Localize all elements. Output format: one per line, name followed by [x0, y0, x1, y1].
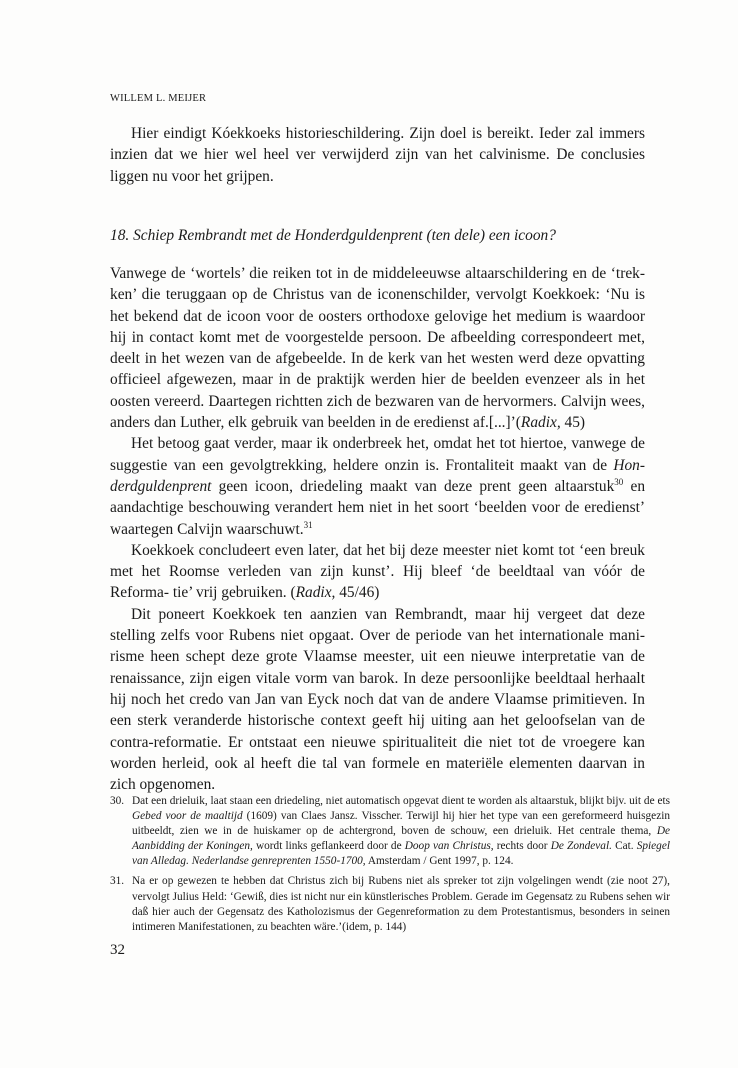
- paragraph-3-text-b: 45/46): [335, 584, 380, 602]
- footnote-30-title-5: Spiegel van Alledag. Nederlandse genreprenten 1550-1700,: [132, 840, 670, 868]
- paragraph-2-text-b: geen icoon, driedeling maakt van deze prent geen altaarstuk: [211, 477, 615, 495]
- footnote-30-number: 30.: [110, 795, 125, 807]
- footnote-30-text-2: (1609) van Claes Jansz. Visscher. Terwijl hij hier het type van een gereformeerd huisgezin uitbeeldt, zien we in de huiskamer op de achtergrond, boven de schouw, een drieluik. Het centrale thema,: [132, 810, 670, 838]
- paragraph-2-text-c: en aandachtige beschouwing verandert hem niet in het soort ‘beelden voor de eredienst’ waartegen Calvijn waarschuwt.: [110, 477, 646, 538]
- footnote-ref-30[interactable]: 30: [614, 476, 624, 487]
- paragraph-2: [110, 433, 645, 539]
- paragraph-1: [110, 263, 645, 433]
- running-head: WILLEM L. MEIJER: [110, 93, 207, 104]
- paragraph-2-text-a: Het betoog gaat verder, maar ik onderbreek het, omdat het tot hiertoe, vanwege de suggestie van een gevolgtrekking, heldere onzin is. Frontaliteit maakt van de: [110, 435, 645, 474]
- footnote-30-title-2: De Aanbidding der Koningen,: [132, 825, 670, 853]
- radix-citation-1: Radix,: [520, 414, 561, 432]
- page-number: 32: [110, 942, 125, 958]
- paragraph-3-text-a: Koekkoek concludeert even later, dat het bij deze meester niet komt tot ‘een breuk met het Roomse verleden van zijn kunst’. Hij bleef ‘de beeldtaal van vóór de Reforma- tie’ vrij gebruiken. (: [110, 541, 645, 602]
- footnote-30-text-5: Cat.: [611, 840, 637, 853]
- section-heading: 18. Schiep Rembrandt met de Honderdguldenprent (ten dele) een icoon?: [110, 227, 556, 244]
- footnote-30-title-1: Gebed voor de maaltijd: [132, 810, 243, 823]
- radix-citation-2: Radix,: [295, 584, 336, 602]
- footnote-30-title-3: Doop van Christus,: [404, 840, 494, 853]
- paragraph-1-end: 45): [560, 414, 586, 432]
- intro-paragraph: [110, 123, 645, 187]
- footnote-30-text-6: Amsterdam / Gent 1997, p. 124.: [365, 855, 514, 868]
- footnote-30-text-3: wordt links geflankeerd door de: [252, 840, 405, 853]
- footnote-30: [110, 794, 670, 869]
- footnote-30-text: Dat een drieluik, laat staan een driedeling, niet automatisch opgevat dient te worden als altaarstuk, blijkt bijv. uit de ets: [132, 795, 670, 807]
- honderdguldenprent-title: Hon- derdguldenprent: [110, 456, 645, 495]
- footnote-31-number: 31.: [110, 875, 125, 888]
- footnote-31-text: Na er op gewezen te hebben dat Christus zich bij Rubens niet als spreker tot zijn volgelingen wendt (zie noot 27), vervolgt Julius Held: ‘Gewiß, dies ist nicht nur ein künstlerisches Problem. Gerade im Gegensatz zu Rubens sehen wir daß hier auch der Gegensatz des Katholozismus der Gegenreformation zu dem Protestantismus, besonders in seinen intimeren Manifestationen, zu beachten wäre.’(idem, p. 144): [132, 875, 670, 933]
- footnote-ref-31[interactable]: 31: [303, 519, 313, 530]
- paragraph-4: Dit poneert Koekkoek ten aanzien van Rembrandt, maar hij vergeet dat deze stelling zelfs voor Rubens niet opgaat. Over de periode van het internationale mani- risme heen schept deze grote Vlaamse meester, uit een nieuwe interpretatie van de renaissance, zijn eigen vitale vorm van barok. In deze persoonlijke beeldtaal herhaalt hij noch het credo van Jan van Eyck noch dat van de andere Vlaamse primitieven. In een sterk veranderde historische context geeft hij uiting aan het geloofselan van de contra-reformatie. Er ontstaat een nieuwe spiritualiteit die niet tot de vroegere kan worden herleid, ook al heeft die tal van formele en materiële elementen daarvan in zich opgenomen.: [110, 605, 645, 794]
- paragraph-1-text: Vanwege de ‘wortels’ die reiken tot in de middeleeuwse altaarschildering en de ‘trek- ken’ die teruggaan op de Christus van de iconenschilder, vervolgt Koekkoek: ‘Nu is het bekend dat de icoon voor de oosters orthodoxe gelovige het medium is waardoor hij in contact komt met de voorgestelde persoon. De afbeelding correspondeert met, deelt in het wezen van de afgebeelde. In de kerk van het westen werd deze opvatting officieel afgewezen, maar in de praktijk werden hier de beelden evenzeer als in het oosten vereerd. Daartegen richtten zich de bezwaren van de hervormers. Calvijn wees, anders dan Luther, elk gebruik van beelden in de eredienst af.[...]’(: [110, 265, 645, 432]
- main-text: [110, 263, 645, 795]
- intro-text: Hier eindigt Kóekkoeks historieschildering. Zijn doel is bereikt. Ieder zal immers inzien dat we hier wel heel ver verwijderd zijn van het calvinisme. De conclusies liggen nu voor het grijpen.: [110, 125, 645, 185]
- paragraph-3: [110, 540, 645, 604]
- footnote-30-text-4: rechts door: [493, 840, 551, 853]
- footnote-30-title-4: De Zondeval.: [550, 840, 612, 853]
- footnotes: [110, 794, 670, 940]
- footnote-31: [110, 874, 670, 934]
